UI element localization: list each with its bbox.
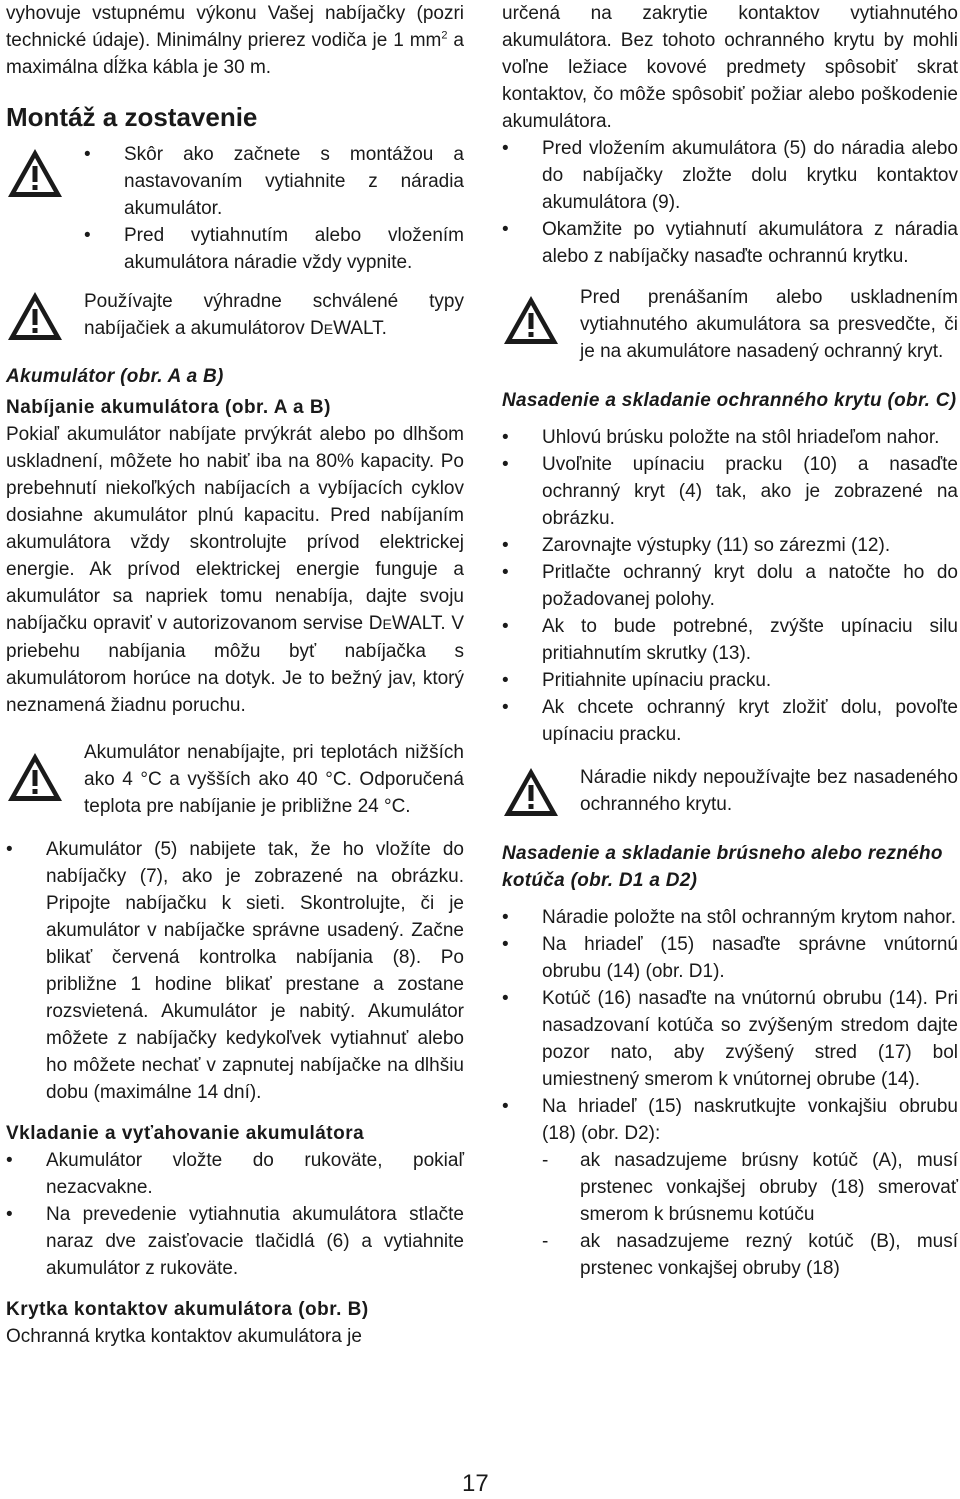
krytka-list [502,135,958,270]
section-title-krytka: Krytka kontaktov akumulátora (obr. B) [6,1299,369,1320]
section-title-vkladanie: Vkladanie a vyťahovanie akumulátora [6,1123,365,1144]
montaz-list [84,141,464,276]
section-title-kotuc: Nasadenie a skladanie brúsneho alebo rezného kotúča (obr. D1 a D2) [502,843,943,891]
section-title-kryt: Nasadenie a skladanie ochranného krytu (obr. C) [502,390,957,411]
intro-paragraph: vyhovuje vstupnému výkonu Vašej nabíjačky (pozri technické údaje). Minimálny prierez vodiča je 1 $mm^2$ a maximálna dĺžka kábla je 30 m. [6,3,464,78]
warning-triangle-icon [502,766,560,818]
continued-paragraph: určená na zakrytie kontaktov vytiahnutého akumulátora. Bez tohoto ochranného krytu by mohli voľne ležiace kovové predmety spôsobiť skrat kontaktov, čo môže spôsobiť požiar alebo poškodenie akumulátora. [502,3,958,132]
list-item: • Na prevedenie vytiahnutia akumulátora stlačte naraz dve zaisťovacie tlačidlá (6) a vytiahnite akumulátor z rukoväte. [6,1201,464,1282]
warning-triangle-icon [502,294,560,346]
warning-block-kryt [502,764,958,818]
list-item: • Na hriadeľ (15) nasaďte správne vnútornú obrubu (14) (obr. D1). [502,931,958,985]
right-column [502,0,958,1282]
list-item: • Akumulátor (5) nabijete tak, že ho vložíte do nabíjačky (7), ako je zobrazené na obrázku. Pripojte nabíjačku k sieti. Skontrolujte, či je akumulátor v nabíjačke správne usadený. Začne blikať červená kontrolka nabíjania (8). Po približne 1 hodine blikať prestane a zostane rozsvietená. Akumulátor je nabitý. Akumulátor môžete z nabíjačky kedykoľvek vytiahnuť alebo ho môžete nechať v zapnutej nabíjačke na dlhšiu dobu (maximálne 14 dní). [6,836,464,1106]
warning-text-prenasanie: Pred prenášaním alebo uskladnením vytiahnutého akumulátora sa presvedčte, či je na akumulátore nasadený ochranný kryt. [580,287,958,362]
list-item: • Uhlovú brúsku položte na stôl hriadeľom nahor. [502,424,958,451]
krytka-paragraph: Ochranná krytka kontaktov akumulátora je [6,1326,362,1347]
left-column [6,0,464,1350]
sub-list-item: - ak nasadzujeme rezný kotúč (B), musí prstenec vonkajšej obruby (18) [502,1228,958,1282]
warning-triangle-icon [6,290,64,342]
list-item: • Pred vytiahnutím alebo vložením akumulátora náradie vždy vypnite. [84,222,464,276]
section-title-montaz: Montáž a zostavenie [6,102,258,132]
warning-block-montaz [6,141,464,276]
list-item: • Uvoľnite upínaciu pracku (10) a nasaďte ochranný kryt (4) tak, ako je zobrazené na obrázku. [502,451,958,532]
kotuc-sublist [502,1147,958,1282]
kryt-list [502,424,958,748]
warning-triangle-icon [6,751,64,803]
page-number: 17 [462,1470,489,1497]
list-item: • Skôr ako začnete s montážou a nastavovaním vytiahnite z náradia akumulátor. [84,141,464,222]
warning-block-prenasanie [502,284,958,365]
list-item: • Náradie položte na stôl ochranným krytom nahor. [502,904,958,931]
list-item: • Akumulátor vložte do rukoväte, pokiaľ nezacvakne. [6,1147,464,1201]
warning-triangle-icon [6,147,64,199]
kotuc-list [502,904,958,1147]
list-item: • Kotúč (16) nasaďte na vnútornú obrubu (14). Pri nasadzovaní kotúča so zvýšeným stredom dajte pozor nato, aby zvýšený stred (17) bol umiestnený smerom k vnútornej obrube (14). [502,985,958,1093]
section-title-akumulator: Akumulátor (obr. A a B) [6,366,224,387]
nabijanie-list [6,836,464,1106]
list-item: • Ak chcete ochranný kryt zložiť dolu, povoľte upínaciu pracku. [502,694,958,748]
warning-text-teplota: Akumulátor nenabíjajte, pri teplotách nižších ako 4 °C a vyšších ako 40 °C. Odporučená teplota pre nabíjanie je približne 24 °C. [84,742,464,817]
list-item: • Zarovnajte výstupky (11) so zárezmi (12). [502,532,958,559]
section-title-nabijanie: Nabíjanie akumulátora (obr. A a B) [6,397,331,418]
warning-block-dewalt [6,288,464,343]
list-item: • Pred vložením akumulátora (5) do náradia alebo do nabíjačky zložte dolu krytku kontaktov akumulátora (9). [502,135,958,216]
list-item: • Pritlačte ochranný kryt dolu a natočte ho do požadovanej polohy. [502,559,958,613]
list-item: • Na hriadeľ (15) naskrutkujte vonkajšiu obrubu (18) (obr. D2): [502,1093,958,1147]
warning-block-teplota [6,739,464,820]
nabijanie-paragraph: Pokiaľ akumulátor nabíjate prvýkrát alebo po dlhšom uskladnení, môžete ho nabiť iba na 80% kapacity. Po prebehnutí niekoľkých nabíjacích a vybíjacích cyklov dosiahne akumulátor plnú kapacitu. Pred nabíjaním akumulátora vždy skontrolujte prívod elektrickej energie. Ak prívod elektrickej energie funguje a akumulátor sa napriek tomu nenabíja, dajte svoju nabíjačku opraviť v autorizovanom servise DEWALT. V priebehu nabíjania môžu byť nabíjačka s akumulátorom horúce na dotyk. Je to bežný jav, ktorý neznamená žiadnu poruchu. [6,424,464,716]
list-item: • Pritiahnite upínaciu pracku. [502,667,958,694]
warning-text-kryt: Náradie nikdy nepoužívajte bez nasadeného ochranného krytu. [580,767,958,815]
vkladanie-list [6,1147,464,1282]
list-item: • Ak to bude potrebné, zvýšte upínaciu silu pritiahnutím skrutky (13). [502,613,958,667]
list-item: • Okamžite po vytiahnutí akumulátora z náradia alebo z nabíjačky nasaďte ochrannú krytku. [502,216,958,270]
warning-text-dewalt: Používajte výhradne schválené typy nabíjačiek a akumulátorov DEWALT. [84,291,464,339]
sub-list-item: - ak nasadzujeme brúsny kotúč (A), musí prstenec vonkajšej obruby (18) smerovať smerom k brúsnemu kotúču [502,1147,958,1228]
